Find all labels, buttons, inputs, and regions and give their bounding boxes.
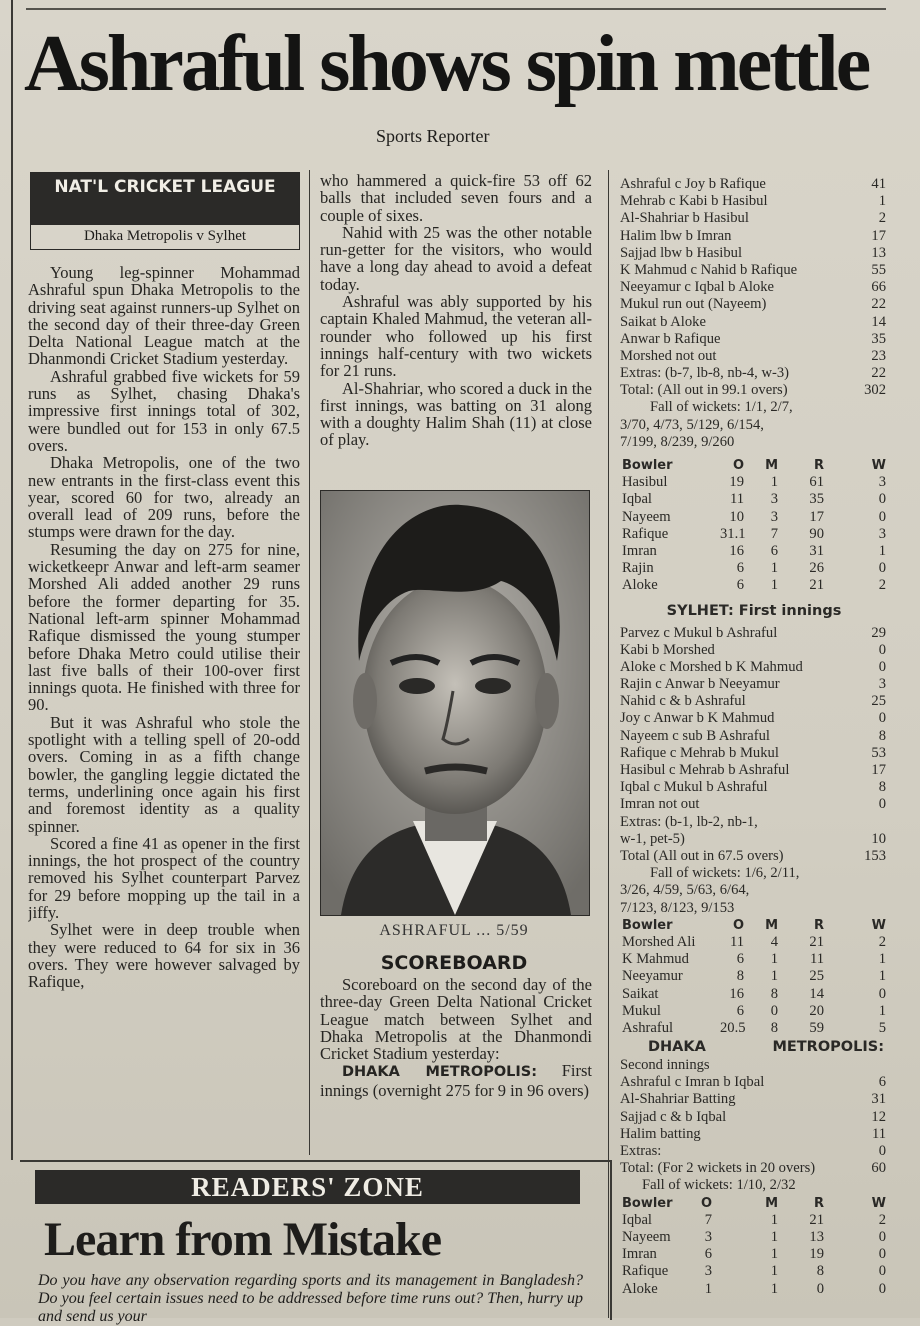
batting-row [616,762,892,779]
batsman-entry: Rajin c Anwar b Neeyamur [620,676,780,693]
article-paragraph: Nahid with 25 was the other notable run-getter for the visitors, who would have a long day ahead to avoid a defeat today. [320,222,592,294]
wickets-value: 0 [878,1246,886,1263]
batsman-entry: Sajjad c & b Iqbal [620,1108,727,1125]
bowling-row [616,951,892,968]
batting-row [616,831,892,848]
runs-value: 22 [871,365,886,382]
overs-col-label: O [732,458,744,474]
bowler-name: Saikat [622,985,659,1002]
batting-row [616,1143,892,1160]
runs-value: 60 [871,1160,886,1177]
bowler-name: Nayeem [622,508,671,525]
batsman-entry: Extras: [620,1143,662,1160]
maidens-value: 1 [770,1280,778,1297]
runs-value: 61 [809,474,824,491]
runs-value: 19 [809,1246,824,1263]
article-paragraph: Resuming the day on 275 for nine, wicketkeepr Anwar and left-arm seamer Morshed Ali added another 29 runs before the former departing for 35. National left-arm spinner Mohammad Rafique dismissed the young stumper before Dhaka Metro could utilise their last five balls of their 100-over first innings quota. He finished with three for 90. [28,539,300,715]
maidens-value: 1 [770,1211,778,1228]
wickets-value: 2 [878,577,886,594]
batting-row [616,382,892,399]
article-paragraph: Al-Shahriar, who scored a duck in the first innings, was batting on 31 along with a doughty Halim Shah (11) at close of play. [320,378,592,450]
maidens-value: 0 [770,1002,778,1019]
bowler-name: K Mahmud [622,951,689,968]
article-column-1 [28,264,300,1154]
batsman-entry: Imran not out [620,796,700,813]
runs-value: 0 [878,796,886,813]
byline: Sports Reporter [376,126,490,146]
scoreboard-intro-text: Scoreboard on the second day of the three-day Green Delta National Cricket League match between Sylhet and Dhaka Metropolis at the Dhanmondi Cricket Stadium yesterday: [320,976,592,1064]
maidens-value: 7 [770,525,778,542]
bowling-row [616,474,892,491]
bowler-name: Aloke [622,1280,658,1297]
runs-value: 0 [878,1143,886,1160]
batsman-entry: Rafique c Mehrab b Mukul [620,744,779,761]
article-paragraph: Ashraful was ably supported by his captain Khaled Mahmud, the veteran all-rounder who followed up his first innings half-century with two wickets for 21 runs. [320,292,592,381]
batting-row [616,848,892,865]
wickets-value: 1 [878,1002,886,1019]
overs-value: 6 [736,577,744,594]
runs-value: 23 [871,347,886,364]
maidens-col-label: M [765,917,778,933]
batsman-entry: Halim lbw b Imran [620,227,732,244]
bowler-name: Hasibul [622,474,668,491]
readers-zone-text: Do you have any observation regarding sports and its management in Bangladesh? Do you feel certain issues need to be addressed before time runs out? Then, hurry up and send us your [38,1272,583,1325]
runs-value: 66 [871,279,886,296]
runs-value: 13 [809,1228,824,1245]
batsman-entry: Al-Shahriar Batting [620,1091,736,1108]
article-paragraph: Sylhet were in deep trouble when they were reduced to 64 for six in 36 overs. They were however salvaged by Rafique, [28,920,300,992]
photo-caption: ASHRAFUL ... 5/59 [379,922,529,939]
batting-row [616,348,892,365]
batsman-entry: w-1, pet-5) [620,830,685,847]
article-paragraph: Ashraful grabbed five wickets for 59 runs as Sylhet, chasing Dhaka's impressive first innings total of 302, were bundled out for 153 in only 67.5 overs. [28,366,300,455]
batsman-entry: Nayeem c sub B Ashraful [620,727,770,744]
scoreboard-intro [320,976,592,1154]
overs-value: 11 [729,491,744,508]
bowler-name: Neeyamur [622,968,683,985]
batsman-entry: Joy c Anwar b K Mahmud [620,710,775,727]
bowler-name: Imran [622,542,657,559]
dhaka-first-innings-label: DHAKA METROPOLIS: [342,1064,538,1081]
runs-value: 59 [809,1019,824,1036]
scoreboard-title: SCOREBOARD [380,952,528,974]
sylhet-first-innings-batting [616,625,892,866]
maidens-value: 1 [770,951,778,968]
wickets-value: 3 [878,525,886,542]
article-paragraph: Young leg-spinner Mohammad Ashraful spun Dhaka Metropolis to the driving seat against runners-up Sylhet on the second day of their three-day Green Delta National League match at the Dhanmondi Cricket Stadium yesterday. [28,264,300,369]
fow-line: 7/123, 8/123, 9/153 [620,899,735,916]
overs-value: 1 [704,1280,712,1297]
bowling-row [616,1020,892,1037]
wickets-value: 5 [878,1019,886,1036]
overs-value: 3 [704,1263,712,1280]
batsman-entry: Sajjad lbw b Hasibul [620,244,743,261]
bowling-row [616,1263,892,1280]
runs-value: 21 [809,577,824,594]
bowling-row [616,968,892,985]
maidens-value: 1 [770,1228,778,1245]
runs-value: 11 [871,1125,886,1142]
fow-line: Fall of wickets: 1/1, 2/7, [650,399,793,416]
bowling-row [616,543,892,560]
maidens-value: 8 [770,1019,778,1036]
bowler-name: Ashraful [622,1019,674,1036]
batting-row [616,625,892,642]
maidens-value: 1 [770,577,778,594]
overs-value: 11 [729,933,744,950]
batting-row [616,210,892,227]
headline: Ashraful shows spin mettle [24,20,869,108]
fow-line: 3/26, 4/59, 5/63, 6/64, [620,882,750,899]
runs-value: 35 [809,491,824,508]
fow-line: 3/70, 4/73, 5/129, 6/154, [620,416,764,433]
batting-row [616,710,892,727]
runs-value: 153 [864,847,886,864]
sylhet-innings-heading: SYLHET: First innings [666,602,842,619]
column-divider [608,170,609,1318]
batsman-entry: Total (All out in 67.5 overs) [620,847,784,864]
batting-row [616,296,892,313]
batsman-entry: Nahid c & b Ashraful [620,693,746,710]
runs-value: 31 [809,542,824,559]
bowler-name: Rafique [622,525,669,542]
runs-value: 13 [871,244,886,261]
portrait-image [321,491,589,915]
column-divider [309,170,310,1155]
bowler-col-label: Bowler [622,917,673,933]
heading-part: DHAKA [648,1039,706,1056]
batting-row [616,245,892,262]
runs-value: 17 [809,508,824,525]
runs-value: 21 [809,933,824,950]
maidens-col-label: M [765,1195,778,1211]
bowling-row [616,509,892,526]
wickets-value: 0 [878,1263,886,1280]
dhaka2-fall-of-wickets [616,1177,892,1194]
bowling-row [616,1281,892,1298]
runs-value: 17 [871,762,886,779]
runs-value: 31 [871,1091,886,1108]
runs-value: 25 [871,693,886,710]
top-rule [26,8,886,10]
batting-row [616,1109,892,1126]
article-paragraph: Scored a fine 41 as opener in the first innings, the hot prospect of the country removed his Sylhet counterpart Parvez for 29 before mopping up the tail in a jiffy. [28,833,300,922]
bowling-row [616,1003,892,1020]
article-paragraph: But it was Ashraful who stole the spotlight with a telling spell of 20-odd overs. Coming in as a fifth change bowler, the gangling leggie dictated the terms, underlining once again his first and foremost identity as a quality spinner. [28,712,300,836]
batsman-entry: Ashraful c Joy b Rafique [620,176,766,192]
fow-line: Fall of wickets: 1/10, 2/32 [642,1177,796,1194]
batsman-entry: Parvez c Mukul b Ashraful [620,624,778,641]
batting-row [616,642,892,659]
runs-col-label: R [813,458,824,474]
batting-row [616,728,892,745]
scoreboard-column [616,176,892,1298]
bowling-row [616,1229,892,1246]
batsman-entry: Aloke c Morshed b K Mahmud [620,658,803,675]
bowling-row [616,577,892,594]
second-innings-subheading [616,1057,892,1074]
overs-value: 3 [704,1228,712,1245]
runs-value: 0 [878,641,886,658]
batsman-entry: Anwar b Rafique [620,330,721,347]
runs-value: 25 [809,968,824,985]
bowling-row [616,986,892,1003]
maidens-value: 3 [770,508,778,525]
runs-value: 3 [878,676,886,693]
batting-row [616,279,892,296]
batsman-entry: Mukul run out (Nayeem) [620,296,767,313]
batting-row [616,779,892,796]
batsman-entry: Saikat b Aloke [620,313,706,330]
readers-zone-headline: Learn from Mistake [44,1213,442,1266]
sylhet-second-innings-bowling [616,1212,892,1298]
batsman-entry: Extras: (b-1, lb-2, nb-1, [620,813,758,830]
maidens-value: 1 [770,560,778,577]
heading-part: METROPOLIS: [772,1039,884,1056]
wickets-value: 0 [878,1280,886,1297]
wickets-value: 1 [878,951,886,968]
runs-value: 8 [816,1263,824,1280]
runs-value: 6 [878,1074,886,1091]
overs-value: 6 [736,560,744,577]
bowler-col-label: Bowler [622,458,673,474]
runs-value: 21 [809,1211,824,1228]
runs-value: 41 [871,176,886,192]
bowler-col-label: Bowler [622,1195,673,1211]
bowler-name: Morshed Ali [622,933,696,950]
bowler-name: Rafique [622,1263,669,1280]
runs-value: 14 [809,985,824,1002]
wickets-value: 1 [878,968,886,985]
readers-zone-bar: READERS' ZONE [35,1170,580,1204]
ashraful-photo [320,490,590,916]
runs-value: 35 [871,330,886,347]
batsman-entry: Mehrab c Kabi b Hasibul [620,193,768,210]
bowler-name: Rajin [622,560,654,577]
overs-value: 16 [729,542,744,559]
bowling-row [616,934,892,951]
runs-value: 29 [871,624,886,641]
batting-row [616,314,892,331]
batsman-entry: Halim batting [620,1125,701,1142]
banner-subtitle: Dhaka Metropolis v Sylhet [83,228,247,244]
dhaka-second-innings-heading [616,1037,892,1057]
league-banner [30,172,300,250]
batting-row [616,365,892,382]
runs-value: 17 [871,227,886,244]
batting-row [616,193,892,210]
batting-row [616,176,892,193]
bowler-name: Imran [622,1246,657,1263]
runs-value: 26 [809,560,824,577]
article-column-2 [320,172,592,484]
maidens-value: 6 [770,542,778,559]
batting-row [616,1160,892,1177]
batting-row [616,1126,892,1143]
batsman-entry: Total: (All out in 99.1 overs) [620,382,788,399]
bowling-row [616,491,892,508]
overs-value: 6 [704,1246,712,1263]
batsman-entry: Al-Shahriar b Hasibul [620,210,749,227]
sylhet-bowling-figures [616,474,892,594]
article-paragraph: who hammered a quick-fire 53 off 62 balls that included seven fours and a couple of sixes. [320,172,592,225]
bowling-row [616,560,892,577]
fow-line: 7/199, 8/239, 9/260 [620,433,735,450]
runs-value: 302 [864,382,886,399]
runs-value: 53 [871,744,886,761]
runs-value: 0 [878,710,886,727]
left-column-rule [11,0,13,1160]
sylhet-fall-of-wickets [616,865,892,917]
bowling-row [616,1246,892,1263]
wickets-value: 2 [878,933,886,950]
maidens-value: 8 [770,985,778,1002]
dhaka-first-innings-batting [616,176,892,399]
article-paragraph: Dhaka Metropolis, one of the two new entrants in the first-class event this year, scored 60 for two, already an overall lead of 209 runs, before the stumps were drawn for the day. [28,453,300,542]
batting-row [616,693,892,710]
batting-row [616,676,892,693]
bowling-row [616,1212,892,1229]
batsman-entry: Morshed not out [620,347,717,364]
runs-value: 55 [871,261,886,278]
overs-value: 20.5 [720,1019,746,1036]
batsman-entry: Iqbal c Mukul b Ashraful [620,779,768,796]
maidens-value: 1 [770,968,778,985]
maidens-value: 1 [770,1246,778,1263]
runs-value: 90 [809,525,824,542]
runs-value: 12 [871,1108,886,1125]
bowler-name: Mukul [622,1002,661,1019]
fow-line: Fall of wickets: 1/6, 2/11, [650,865,800,882]
batting-row [616,228,892,245]
batsman-entry: Hasibul c Mehrab b Ashraful [620,762,790,779]
wickets-value: 3 [878,474,886,491]
wickets-value: 2 [878,1211,886,1228]
runs-value: 14 [871,313,886,330]
batsman-entry: Ashraful c Imran b Iqbal [620,1074,765,1091]
banner-title: NAT'L CRICKET LEAGUE [31,173,299,225]
runs-value: 0 [878,658,886,675]
wickets-col-label: W [871,458,886,474]
bowler-name: Nayeem [622,1228,671,1245]
bowler-name: Aloke [622,577,658,594]
overs-value: 6 [736,1002,744,1019]
wickets-value: 0 [878,491,886,508]
runs-value: 0 [816,1280,824,1297]
wickets-value: 0 [878,560,886,577]
overs-value: 8 [736,968,744,985]
batting-row [616,745,892,762]
overs-col-label: O [732,917,744,933]
batting-row [616,659,892,676]
dhaka-first-innings-note: First innings (overnight 275 for 9 in 96 overs) [320,1061,592,1100]
overs-value: 6 [736,951,744,968]
maidens-value: 3 [770,491,778,508]
bowling-header [616,917,892,934]
wickets-value: 0 [878,985,886,1002]
runs-value: 11 [809,951,824,968]
batsman-entry: Neeyamur c Iqbal b Aloke [620,279,774,296]
bowling-header [616,1195,892,1212]
dhaka-bowling-figures [616,934,892,1037]
runs-col-label: R [813,1195,824,1211]
batsman-entry: K Mahmud c Nahid b Rafique [620,261,798,278]
runs-value: 10 [871,830,886,847]
batsman-entry: Kabi b Morshed [620,641,715,658]
subheading-text: Second innings [620,1057,710,1074]
bowling-row [616,526,892,543]
batting-row [616,262,892,279]
wickets-value: 0 [878,1228,886,1245]
dhaka-second-innings-batting [616,1074,892,1177]
wickets-value: 1 [878,542,886,559]
wickets-col-label: W [871,917,886,933]
runs-value: 8 [878,779,886,796]
batting-row [616,1074,892,1091]
readers-zone [20,1160,612,1325]
batsman-entry: Extras: (b-7, lb-8, nb-4, w-3) [620,365,790,382]
overs-value: 16 [729,985,744,1002]
bowler-name: Iqbal [622,1211,652,1228]
overs-value: 31.1 [720,525,746,542]
batsman-entry: Total: (For 2 wickets in 20 overs) [620,1160,816,1177]
bowler-name: Iqbal [622,491,652,508]
wickets-col-label: W [871,1195,886,1211]
batting-row [616,331,892,348]
overs-value: 19 [729,474,744,491]
runs-value: 2 [878,210,886,227]
runs-value: 22 [871,296,886,313]
overs-col-label: O [700,1195,712,1211]
runs-value: 1 [878,193,886,210]
maidens-value: 1 [770,474,778,491]
wickets-value: 0 [878,508,886,525]
maidens-value: 4 [770,933,778,950]
dhaka-fall-of-wickets [616,399,892,451]
batting-row [616,1091,892,1108]
maidens-col-label: M [765,458,778,474]
batting-row [616,814,892,831]
runs-col-label: R [813,917,824,933]
maidens-value: 1 [770,1263,778,1280]
overs-value: 10 [729,508,744,525]
bowling-header [616,457,892,474]
runs-value: 20 [809,1002,824,1019]
runs-value: 8 [878,727,886,744]
overs-value: 7 [704,1211,712,1228]
batting-row [616,796,892,813]
